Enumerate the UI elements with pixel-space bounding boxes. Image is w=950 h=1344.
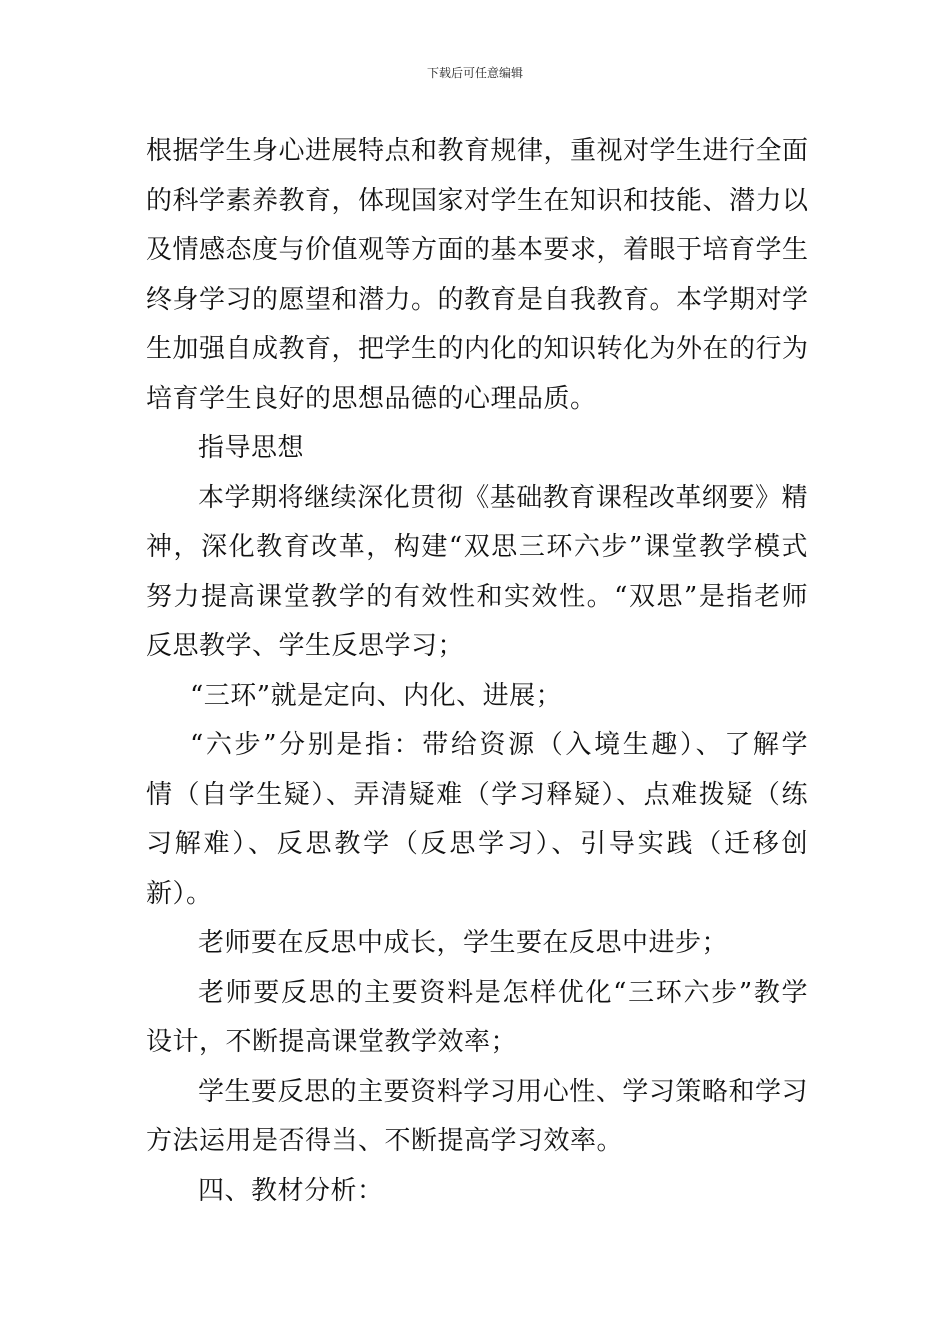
paragraph-line: 的科学素养教育，体现国家对学生在知识和技能、潜力以 (146, 185, 809, 216)
paragraph-line: 及情感态度与价值观等方面的基本要求，着眼于培育学生 (146, 235, 809, 265)
paragraph-line: 方法运用是否得当、不断提高学习效率。 (146, 1126, 624, 1156)
paragraph-line: “三环”就是定向、内化、进展； (190, 680, 563, 711)
paragraph-line: 反思教学、学生反思学习； (146, 631, 465, 661)
paragraph-line: 指导思想 (198, 433, 305, 463)
paragraph-line: 终身学习的愿望和潜力。的教育是自我教育。本学期对学 (146, 284, 809, 315)
paragraph-line: 神，深化教育改革，构建“双思三环六步”课堂教学模式 (146, 532, 808, 562)
paragraph-line: 情（自学生疑）、弄清疑难（学习释疑）、点难拨疑（练 (146, 779, 808, 810)
paragraph-line: 老师要在反思中成长，学生要在反思中进步； (198, 928, 729, 958)
page-header-note: 下载后可任意编辑 (426, 66, 523, 80)
paragraph-line: 学生要反思的主要资料学习用心性、学习策略和学习 (198, 1076, 808, 1107)
paragraph-line: 本学期将继续深化贯彻《基础教育课程改革纲要》精 (198, 482, 808, 513)
paragraph-line: 设计，不断提高课堂教学效率； (146, 1027, 518, 1057)
document-body (146, 127, 808, 1216)
paragraph-line: 习解难）、反思教学（反思学习）、引导实践（迁移创 (146, 829, 808, 859)
paragraph-line: 新）。 (146, 878, 213, 909)
paragraph-line: 根据学生身心进展特点和教育规律，重视对学生进行全面 (146, 136, 809, 166)
paragraph-line: 四、教材分析： (198, 1175, 384, 1206)
paragraph-line: 培育学生良好的思想品德的心理品质。 (146, 383, 597, 414)
paragraph-line: 生加强自成教育，把学生的内化的知识转化为外在的行为 (146, 334, 809, 364)
paragraph-line: 老师要反思的主要资料是怎样优化“三环六步”教学 (198, 977, 808, 1008)
paragraph-line: “六步”分别是指：带给资源（入境生趣）、了解学 (190, 730, 808, 760)
paragraph-line: 努力提高课堂教学的有效性和实效性。“双思”是指老师 (146, 581, 808, 612)
